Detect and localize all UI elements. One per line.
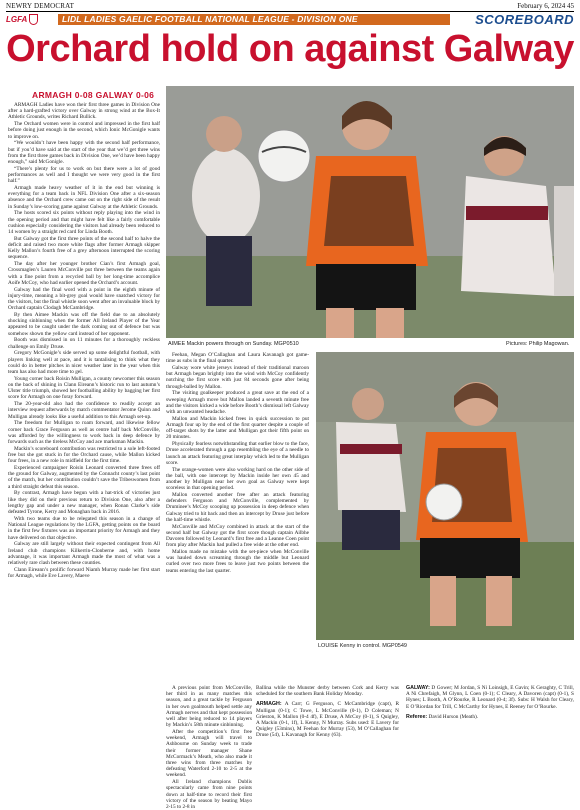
article-paragraph: By contrast, Armagh have begun with a hat-trick of victories just like they did on their previous return to Division One, also after a lengthy gap and under a new manager, when Ronan Clarke’s side defeated Tyrone, Kerry and Monaghan back in 2016. — [8, 490, 160, 516]
article-paragraph: The day after her younger brother Cian’s first Armagh goal, Crossmaglen’s Lauren McConville put three between the teams again with a fine point from a recycled ball by her long-time accomplice Aoife McCoy, who had earlier opened the Orchard’s account. — [8, 261, 160, 286]
date-page: February 6, 2024 45 — [517, 2, 574, 10]
galway-team-paragraph — [406, 685, 574, 710]
headline: Orchard hold on against Galway — [6, 28, 574, 70]
article-paragraph: With two teams due to be relegated this season in a change of National League regulations by the LGFA, getting points on the board in the first few fixtures was an important priority for Armagh and they have delivered on that objective. — [8, 515, 160, 541]
photo-aimee-mackin — [166, 86, 574, 338]
paper-name: NEWRY DEMOCRAT — [6, 2, 75, 10]
article-paragraph: Experienced campaigner Roisin Leonard converted three frees off the ground for Galway, augmented by the Connacht county’s last point of the match, but her contribution couldn’t save the Tribeswomen from a third straight defeat this season. — [8, 465, 160, 490]
column-2 — [166, 352, 309, 682]
referee-label: Referee: — [406, 713, 428, 720]
article-paragraph: The visiting goalkeeper produced a great save at the end of a sweeping Armagh move but Mallon landed a seventh minute free and the visitors kicked a wide before Booth’s dismissal left Galway with an unwanted headache. — [166, 390, 309, 416]
column-3-text: Ballina while the Munster derby between Cork and Kerry was scheduled for the southern Bank Holiday Monday. — [256, 685, 399, 698]
column-1 — [8, 102, 160, 734]
photo-1-caption: AIMEE Mackin powers through on Sunday. MGP0510 — [168, 341, 299, 347]
armagh-label: ARMAGH: — [256, 701, 282, 708]
article-paragraph: Armagh made heavy weather of it in the end but winning is everything for a team back in NFL Division One after a six-season absence and the Orchard crew came out on the right side of the result in Sunday’s low-scoring game against Galway at the Athletic Grounds. — [8, 185, 160, 210]
section-bar — [6, 11, 574, 25]
armagh-team-text: A Carr; G Ferguson, C McCambridge (capt), R Mulligan (0-1); C Towe, L McConville (0-1), D Coleman; N Grieston, K Mallon (0-4 4f), E Druse, A McCoy (0-1), S Quigley, A Mackin (0-1, 1f), L Kenny, N Murray. Subs used: E Lavery for Quigley (53mins), M Feehan for Murray (53), M O’Callaghan for Druse (54), L Kavanagh for Kenny (63). — [256, 701, 399, 739]
article-paragraph: All Ireland champions Dublis spectacularly came from nine points down at half-time to record their first victory of the season by beating Mayo 2-15 to 2-8 in — [166, 779, 252, 810]
article-paragraph: Galway had the final word with a point in the eighth minute of injury-time, meaning a bit-grey goal would have snatched victory for the visitors, but the final whistle soon went after an invaluable block by Orchard captain Clodagh McCambridge. — [8, 286, 160, 312]
section-name: SCOREBOARD — [475, 12, 574, 27]
galway-label: GALWAY: — [406, 685, 430, 691]
photo-2-illustration — [316, 352, 574, 640]
article-paragraph: But Galway got the first three points of the second half to halve the deficit and raised two more white flags after former Armagh skipper Kelly Mallon’s fourth free of a grey afternoon interrupted the scoring sequence. — [8, 235, 160, 261]
article-paragraph: Clann Eireann’s prolific forward Niamh Murray made her first start for Armagh, while Eve Lavery, Maeve — [8, 566, 160, 579]
article-paragraph: By then Aimee Mackin was off the field due to an absolutely shocking sinbinning when the former All Ireland Player of the Year appeared to be caught under the dark coming out of defence but was somehow shown the yellow card instead of her opponent. — [8, 312, 160, 337]
photo-1-credit: Pictures: Philip Magowan. — [506, 341, 570, 347]
article-paragraph: The freedom for Mulligan to roam forward, and likewise fellow corner back Grace Ferguson as well as centre half back McConville, was afforded by the willingness to work back in deep defence by forwards such as the tireless McCoy and ace marksman Mackin. — [8, 420, 160, 446]
lgfa-logo — [6, 13, 58, 26]
article-paragraph: “There’s plenty for us to work on but there were a lot of good performances as well and I thought we were very good in the first half.” — [8, 165, 160, 185]
article-paragraph: Young corner back Roisin Mulligan, a county newcomer this season on the back of shining in Clann Eireann’s historic run to last autumn’s Ulster title triumph, showed her footballing ability by bagging her first score for Armagh on one foray forward. — [8, 375, 160, 401]
article-paragraph: Gregory McGonigle’s side served up some delightful football, with players linking well at pace, and it is tantalising to think what they could do in better pitches in nicer weather later in the year when this team has also had more time to gel. — [8, 350, 160, 376]
article-paragraph: ARMAGH Ladies have won their first three games in Division One after a hard-grafted victory over Galway in strong wind at the Box-It Athletic Grounds, writes Richard Bullick. — [8, 102, 160, 121]
referee-paragraph — [406, 714, 574, 720]
photo-1-illustration — [166, 86, 574, 338]
score-line: ARMAGH 0-08 GALWAY 0-06 — [32, 90, 155, 100]
article-paragraph: Mallon converted another free after an attack featuring defenders Ferguson and McConville, complemented by Druminee’s McCoy scooping up possession in deep defence when Galway tried to hit back and then an intercept by Druse just before the half-time whistle. — [166, 492, 309, 523]
photo-2-caption: LOUISE Kenny in control. MGP0549 — [318, 643, 407, 649]
section-strip: LIDL LADIES GAELIC FOOTBALL NATIONAL LEAGUE - DIVISION ONE — [58, 14, 450, 25]
article-paragraph: The orange-women were also working hard on the other side of the ball, with one intercept by Mackin inside her own 45 and another by Mulligan near her own goal as Galway were kept scoreless in that opening period. — [166, 466, 309, 492]
article-paragraph: The Orchard women were in control and impressed in the first half before doing just enough in the second, which Ionic McGonigle wants to improve on. — [8, 121, 160, 140]
masthead-line — [6, 2, 574, 11]
article-paragraph: Feehan, Megan O’Callaghan and Laura Kavanagh got game-time as subs in the final quarter. — [166, 352, 309, 365]
article-paragraph: Galway are still largely without their expected contingent from All Ireland club champions Kilkerrin-Clonberne and, with home advantage, it was important Armagh made the most of what was a relatively rare clash between these counties. — [8, 541, 160, 566]
article-paragraph: Physically fearless notwithstanding that earlier blow to the face, Druse accelerated through a gap resembling the eye of a needle to launch an attack featuring great interplay which led to the Mulligan score. — [166, 441, 309, 466]
article-paragraph: Galway wore white jerseys instead of their traditional maroon but Armagh began brightly into the wind with McCoy confidently notching the first score with just 84 seconds gone after being through-balled by Mallon. — [166, 365, 309, 390]
galway-team-text: D Gower; M Jordan, S Ni Loinsigh, E Gavin; K Geraghty, C Trill, A Ni Chrefaigh, M Glynn, L Coen (0-1); C Cleary, A Davoren (capt) (0-1), S Hynes; L Booth, A O’Rourke, R Leonard (0-4; 3f). Subs: H Walsh for Cleary, E O’Riordan for Trill, C McCarthy for Hynes, E Reeney for O’Rourke. — [406, 685, 574, 710]
crest-icon — [29, 14, 38, 25]
article-paragraph: Booth was dismissed in on 11 minutes for a thoroughly reckless challenge on Emily Druse. — [8, 337, 160, 350]
galway-lineup — [406, 685, 574, 735]
armagh-team-paragraph — [256, 701, 399, 738]
photo-louise-kenny — [316, 352, 574, 640]
article-paragraph: “We wouldn’t have been happy with the second half performance, but if you’d have said at the start of the year that we’d get three wins from the first three games back in Division One, we’d have been happy enough,” said McGonigle. — [8, 140, 160, 166]
article-paragraph: The 20-year-old also had the confidence to readily accept an interview request afterwards by match commentator Jerome Quinn and Mulligan already looks like a useful addition to this Armagh set-up. — [8, 401, 160, 420]
article-paragraph: A previous point from McConville, her third in as many matches this season, and a great tackle by Ferguson in her own goalmouth helped settle any Armagh nerves and that kept possession well after being reduced to 14 players by Mackin’s 58th minute sinbinning. — [166, 685, 252, 729]
article-paragraph: Mackin’s scoreboard contribution was restricted to a sole left-footed free but she got stuck in for the Orchard cause, while Mallon kicked four frees, in a new role in midfield for the first time. — [8, 445, 160, 465]
lgfa-logo-text: LGFA — [6, 15, 28, 24]
article-paragraph: After the competition’s first free weekend, Armagh will travel to Ashbourne on Sunday week to trade their former manager Shane McCormack’s Meath, who also made it three wins from three matches by defeating Waterford 2-10 to 2-5 at the weekend. — [166, 729, 252, 779]
armagh-lineup — [256, 685, 399, 739]
article-paragraph: The hosts scored six points without reply playing into the wind in the opening period and that might have felt like a fairly comfortable cushion especially considering the visitors had already been reduced to 14 women by a straight red card for Linda Booth. — [8, 210, 160, 236]
referee-name: David Hurson (Meath). — [428, 713, 479, 720]
article-paragraph: Mallon and Mackin kicked frees in quick succession to put Armagh four up by the end of the first quarter despite a couple of off-target shots by the latter and Mulligan got their fifth point on 20 minutes. — [166, 415, 309, 441]
column-2-continued — [166, 685, 252, 810]
article-paragraph: McConville and McCoy combined in attack at the start of the second half but Galway got the first score though captain Ailbhe Davoren followed by Leonard’s first free and a Leanne Coen point from play after Mackin had pulled a free wide at the other end. — [166, 523, 309, 549]
article-paragraph: Mallon made no mistake with the set-piece when McConville was hauled down screaming through the middle but Leonard curled over two more frees to leave just two points between the teams entering the last quarter. — [166, 549, 309, 574]
